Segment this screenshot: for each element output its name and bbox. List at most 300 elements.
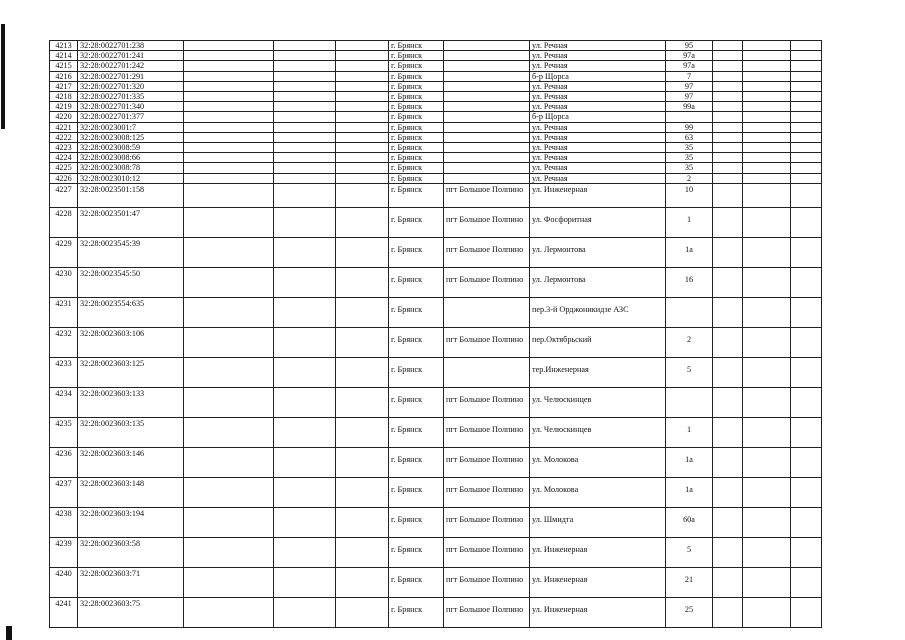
settlement-cell: пгт Большое Полпино bbox=[444, 597, 530, 627]
settlement-cell bbox=[444, 143, 530, 153]
table-row bbox=[50, 173, 822, 183]
empty-cell bbox=[713, 183, 743, 207]
city-cell: г. Брянск bbox=[389, 567, 444, 597]
house-number-cell: 63 bbox=[666, 132, 713, 142]
empty-cell bbox=[713, 477, 743, 507]
table-row bbox=[50, 537, 822, 567]
settlement-cell bbox=[444, 112, 530, 122]
empty-cell bbox=[274, 71, 336, 81]
table-row bbox=[50, 41, 822, 51]
row-number-cell: 4233 bbox=[50, 357, 78, 387]
city-cell: г. Брянск bbox=[389, 173, 444, 183]
house-number-cell: 21 bbox=[666, 567, 713, 597]
table-row bbox=[50, 51, 822, 61]
settlement-cell: пгт Большое Полпино bbox=[444, 447, 530, 477]
cadastral-number-cell: 32:28:0022701:291 bbox=[78, 71, 184, 81]
empty-cell bbox=[743, 61, 791, 71]
row-number-cell: 4232 bbox=[50, 327, 78, 357]
city-cell: г. Брянск bbox=[389, 237, 444, 267]
cadastral-number-cell: 32:28:0022701:377 bbox=[78, 112, 184, 122]
empty-cell bbox=[274, 327, 336, 357]
empty-cell bbox=[791, 41, 822, 51]
cadastral-number-cell: 32:28:0023603:133 bbox=[78, 387, 184, 417]
cadastral-number-cell: 32:28:0023501:47 bbox=[78, 207, 184, 237]
table-row bbox=[50, 567, 822, 597]
empty-cell bbox=[743, 477, 791, 507]
empty-cell bbox=[743, 163, 791, 173]
row-number-cell: 4213 bbox=[50, 41, 78, 51]
row-number-cell: 4236 bbox=[50, 447, 78, 477]
empty-cell bbox=[713, 112, 743, 122]
street-cell: ул. Речная bbox=[530, 102, 666, 112]
city-cell: г. Брянск bbox=[389, 507, 444, 537]
row-number-cell: 4240 bbox=[50, 567, 78, 597]
empty-cell bbox=[274, 153, 336, 163]
empty-cell bbox=[791, 207, 822, 237]
table-row bbox=[50, 207, 822, 237]
cadastral-number-cell: 32:28:0023603:135 bbox=[78, 417, 184, 447]
table-row bbox=[50, 183, 822, 207]
empty-cell bbox=[184, 183, 274, 207]
city-cell: г. Брянск bbox=[389, 112, 444, 122]
street-cell: б-р Щорса bbox=[530, 71, 666, 81]
empty-cell bbox=[336, 327, 389, 357]
empty-cell bbox=[274, 173, 336, 183]
empty-cell bbox=[791, 567, 822, 597]
row-number-cell: 4218 bbox=[50, 92, 78, 102]
empty-cell bbox=[791, 597, 822, 627]
cadastral-number-cell: 32:28:0023554:635 bbox=[78, 297, 184, 327]
row-number-cell: 4228 bbox=[50, 207, 78, 237]
settlement-cell: пгт Большое Полпино bbox=[444, 417, 530, 447]
empty-cell bbox=[743, 112, 791, 122]
empty-cell bbox=[336, 122, 389, 132]
empty-cell bbox=[184, 327, 274, 357]
house-number-cell: 1а bbox=[666, 237, 713, 267]
empty-cell bbox=[274, 237, 336, 267]
empty-cell bbox=[184, 477, 274, 507]
table-row bbox=[50, 477, 822, 507]
empty-cell bbox=[184, 71, 274, 81]
table-row bbox=[50, 153, 822, 163]
settlement-cell: пгт Большое Полпино bbox=[444, 267, 530, 297]
empty-cell bbox=[743, 447, 791, 477]
city-cell: г. Брянск bbox=[389, 327, 444, 357]
empty-cell bbox=[713, 153, 743, 163]
empty-cell bbox=[743, 267, 791, 297]
table-row bbox=[50, 132, 822, 142]
settlement-cell: пгт Большое Полпино bbox=[444, 507, 530, 537]
cadastral-number-cell: 32:28:0023603:106 bbox=[78, 327, 184, 357]
cadastral-number-cell: 32:28:0023545:39 bbox=[78, 237, 184, 267]
row-number-cell: 4214 bbox=[50, 51, 78, 61]
house-number-cell: 97а bbox=[666, 61, 713, 71]
street-cell: ул. Речная bbox=[530, 173, 666, 183]
empty-cell bbox=[743, 507, 791, 537]
cadastral-number-cell: 32:28:0023008:59 bbox=[78, 143, 184, 153]
empty-cell bbox=[274, 447, 336, 477]
empty-cell bbox=[713, 417, 743, 447]
city-cell: г. Брянск bbox=[389, 267, 444, 297]
empty-cell bbox=[743, 387, 791, 417]
table-row bbox=[50, 597, 822, 627]
empty-cell bbox=[743, 417, 791, 447]
settlement-cell bbox=[444, 41, 530, 51]
settlement-cell bbox=[444, 122, 530, 132]
house-number-cell: 1 bbox=[666, 207, 713, 237]
table-row bbox=[50, 92, 822, 102]
empty-cell bbox=[743, 597, 791, 627]
row-number-cell: 4225 bbox=[50, 163, 78, 173]
settlement-cell: пгт Большое Полпино bbox=[444, 567, 530, 597]
empty-cell bbox=[274, 417, 336, 447]
empty-cell bbox=[336, 597, 389, 627]
empty-cell bbox=[743, 81, 791, 91]
street-cell: ул. Челюскинцев bbox=[530, 387, 666, 417]
cadastral-number-cell: 32:28:0022701:241 bbox=[78, 51, 184, 61]
empty-cell bbox=[791, 81, 822, 91]
cadastral-number-cell: 32:28:0023603:75 bbox=[78, 597, 184, 627]
empty-cell bbox=[336, 477, 389, 507]
cadastral-number-cell: 32:28:0023010:12 bbox=[78, 173, 184, 183]
scan-edge-mark-bottom bbox=[6, 626, 12, 640]
empty-cell bbox=[274, 507, 336, 537]
empty-cell bbox=[791, 153, 822, 163]
empty-cell bbox=[184, 51, 274, 61]
empty-cell bbox=[713, 207, 743, 237]
empty-cell bbox=[713, 92, 743, 102]
empty-cell bbox=[713, 357, 743, 387]
cadastral-number-cell: 32:28:0023008:78 bbox=[78, 163, 184, 173]
empty-cell bbox=[336, 207, 389, 237]
empty-cell bbox=[743, 327, 791, 357]
empty-cell bbox=[743, 71, 791, 81]
empty-cell bbox=[791, 92, 822, 102]
settlement-cell bbox=[444, 132, 530, 142]
street-cell: ул. Речная bbox=[530, 143, 666, 153]
row-number-cell: 4234 bbox=[50, 387, 78, 417]
property-register-table bbox=[49, 40, 822, 628]
empty-cell bbox=[791, 112, 822, 122]
house-number-cell: 95 bbox=[666, 41, 713, 51]
table-row bbox=[50, 122, 822, 132]
house-number-cell: 99 bbox=[666, 122, 713, 132]
empty-cell bbox=[184, 102, 274, 112]
empty-cell bbox=[336, 132, 389, 142]
city-cell: г. Брянск bbox=[389, 297, 444, 327]
house-number-cell: 5 bbox=[666, 537, 713, 567]
empty-cell bbox=[713, 163, 743, 173]
scan-edge-mark-top bbox=[1, 24, 5, 129]
row-number-cell: 4223 bbox=[50, 143, 78, 153]
empty-cell bbox=[743, 102, 791, 112]
settlement-cell bbox=[444, 71, 530, 81]
empty-cell bbox=[791, 537, 822, 567]
empty-cell bbox=[184, 112, 274, 122]
empty-cell bbox=[713, 507, 743, 537]
empty-cell bbox=[791, 122, 822, 132]
empty-cell bbox=[274, 477, 336, 507]
row-number-cell: 4235 bbox=[50, 417, 78, 447]
empty-cell bbox=[743, 357, 791, 387]
house-number-cell: 2 bbox=[666, 327, 713, 357]
cadastral-number-cell: 32:28:0022701:335 bbox=[78, 92, 184, 102]
house-number-cell: 1а bbox=[666, 477, 713, 507]
cadastral-number-cell: 32:28:0023603:194 bbox=[78, 507, 184, 537]
table-row bbox=[50, 447, 822, 477]
empty-cell bbox=[743, 297, 791, 327]
table-row bbox=[50, 417, 822, 447]
empty-cell bbox=[336, 41, 389, 51]
city-cell: г. Брянск bbox=[389, 357, 444, 387]
row-number-cell: 4239 bbox=[50, 537, 78, 567]
empty-cell bbox=[336, 153, 389, 163]
settlement-cell bbox=[444, 61, 530, 71]
empty-cell bbox=[274, 61, 336, 71]
row-number-cell: 4215 bbox=[50, 61, 78, 71]
row-number-cell: 4219 bbox=[50, 102, 78, 112]
empty-cell bbox=[713, 122, 743, 132]
cadastral-number-cell: 32:28:0022701:242 bbox=[78, 61, 184, 71]
street-cell: ул. Речная bbox=[530, 41, 666, 51]
settlement-cell bbox=[444, 153, 530, 163]
city-cell: г. Брянск bbox=[389, 153, 444, 163]
empty-cell bbox=[743, 173, 791, 183]
empty-cell bbox=[274, 143, 336, 153]
empty-cell bbox=[791, 237, 822, 267]
empty-cell bbox=[743, 153, 791, 163]
house-number-cell: 25 bbox=[666, 597, 713, 627]
empty-cell bbox=[274, 163, 336, 173]
cadastral-number-cell: 32:28:0023545:50 bbox=[78, 267, 184, 297]
row-number-cell: 4229 bbox=[50, 237, 78, 267]
row-number-cell: 4216 bbox=[50, 71, 78, 81]
house-number-cell bbox=[666, 112, 713, 122]
house-number-cell: 35 bbox=[666, 153, 713, 163]
empty-cell bbox=[713, 143, 743, 153]
empty-cell bbox=[743, 183, 791, 207]
settlement-cell bbox=[444, 81, 530, 91]
settlement-cell: пгт Большое Полпино bbox=[444, 183, 530, 207]
empty-cell bbox=[743, 237, 791, 267]
empty-cell bbox=[184, 41, 274, 51]
settlement-cell: пгт Большое Полпино bbox=[444, 207, 530, 237]
city-cell: г. Брянск bbox=[389, 41, 444, 51]
empty-cell bbox=[184, 357, 274, 387]
empty-cell bbox=[184, 173, 274, 183]
street-cell: ул. Инженерная bbox=[530, 597, 666, 627]
empty-cell bbox=[713, 51, 743, 61]
table-row bbox=[50, 297, 822, 327]
street-cell: б-р Щорса bbox=[530, 112, 666, 122]
empty-cell bbox=[336, 173, 389, 183]
cadastral-number-cell: 32:28:0022701:340 bbox=[78, 102, 184, 112]
settlement-cell bbox=[444, 357, 530, 387]
row-number-cell: 4230 bbox=[50, 267, 78, 297]
settlement-cell: пгт Большое Полпино bbox=[444, 537, 530, 567]
settlement-cell: пгт Большое Полпино bbox=[444, 477, 530, 507]
empty-cell bbox=[336, 507, 389, 537]
empty-cell bbox=[336, 267, 389, 297]
empty-cell bbox=[791, 71, 822, 81]
empty-cell bbox=[336, 92, 389, 102]
empty-cell bbox=[184, 507, 274, 537]
house-number-cell bbox=[666, 297, 713, 327]
empty-cell bbox=[274, 297, 336, 327]
settlement-cell bbox=[444, 102, 530, 112]
settlement-cell: пгт Большое Полпино bbox=[444, 327, 530, 357]
empty-cell bbox=[336, 387, 389, 417]
row-number-cell: 4241 bbox=[50, 597, 78, 627]
house-number-cell: 2 bbox=[666, 173, 713, 183]
empty-cell bbox=[184, 297, 274, 327]
empty-cell bbox=[713, 447, 743, 477]
empty-cell bbox=[713, 387, 743, 417]
settlement-cell bbox=[444, 173, 530, 183]
settlement-cell bbox=[444, 297, 530, 327]
empty-cell bbox=[713, 102, 743, 112]
empty-cell bbox=[336, 357, 389, 387]
empty-cell bbox=[713, 61, 743, 71]
street-cell: ул. Фосфоритная bbox=[530, 207, 666, 237]
empty-cell bbox=[743, 143, 791, 153]
empty-cell bbox=[274, 112, 336, 122]
house-number-cell: 97 bbox=[666, 92, 713, 102]
empty-cell bbox=[336, 112, 389, 122]
street-cell: тер.Инженерная bbox=[530, 357, 666, 387]
street-cell: ул. Лермонтова bbox=[530, 267, 666, 297]
house-number-cell: 16 bbox=[666, 267, 713, 297]
empty-cell bbox=[791, 61, 822, 71]
table-row bbox=[50, 102, 822, 112]
house-number-cell: 1 bbox=[666, 417, 713, 447]
street-cell: ул. Речная bbox=[530, 163, 666, 173]
empty-cell bbox=[713, 567, 743, 597]
empty-cell bbox=[713, 41, 743, 51]
empty-cell bbox=[184, 417, 274, 447]
empty-cell bbox=[274, 132, 336, 142]
empty-cell bbox=[791, 327, 822, 357]
empty-cell bbox=[274, 51, 336, 61]
city-cell: г. Брянск bbox=[389, 447, 444, 477]
empty-cell bbox=[743, 41, 791, 51]
city-cell: г. Брянск bbox=[389, 477, 444, 507]
empty-cell bbox=[743, 207, 791, 237]
street-cell: ул. Речная bbox=[530, 61, 666, 71]
city-cell: г. Брянск bbox=[389, 122, 444, 132]
empty-cell bbox=[791, 163, 822, 173]
house-number-cell: 10 bbox=[666, 183, 713, 207]
street-cell: ул. Инженерная bbox=[530, 567, 666, 597]
empty-cell bbox=[791, 267, 822, 297]
empty-cell bbox=[713, 597, 743, 627]
table-row bbox=[50, 327, 822, 357]
table-row bbox=[50, 387, 822, 417]
cadastral-number-cell: 32:28:0023001:7 bbox=[78, 122, 184, 132]
street-cell: ул. Речная bbox=[530, 132, 666, 142]
empty-cell bbox=[791, 297, 822, 327]
empty-cell bbox=[713, 132, 743, 142]
empty-cell bbox=[743, 537, 791, 567]
row-number-cell: 4224 bbox=[50, 153, 78, 163]
street-cell: ул. Речная bbox=[530, 122, 666, 132]
empty-cell bbox=[184, 537, 274, 567]
city-cell: г. Брянск bbox=[389, 143, 444, 153]
empty-cell bbox=[336, 567, 389, 597]
house-number-cell: 99а bbox=[666, 102, 713, 112]
empty-cell bbox=[274, 41, 336, 51]
empty-cell bbox=[791, 183, 822, 207]
empty-cell bbox=[184, 163, 274, 173]
city-cell: г. Брянск bbox=[389, 537, 444, 567]
empty-cell bbox=[336, 447, 389, 477]
empty-cell bbox=[336, 163, 389, 173]
row-number-cell: 4231 bbox=[50, 297, 78, 327]
city-cell: г. Брянск bbox=[389, 132, 444, 142]
empty-cell bbox=[713, 81, 743, 91]
cadastral-number-cell: 32:28:0023008:125 bbox=[78, 132, 184, 142]
empty-cell bbox=[791, 143, 822, 153]
empty-cell bbox=[791, 387, 822, 417]
empty-cell bbox=[791, 357, 822, 387]
empty-cell bbox=[743, 51, 791, 61]
cadastral-number-cell: 32:28:0022701:238 bbox=[78, 41, 184, 51]
empty-cell bbox=[336, 237, 389, 267]
empty-cell bbox=[713, 71, 743, 81]
city-cell: г. Брянск bbox=[389, 51, 444, 61]
street-cell: ул. Речная bbox=[530, 81, 666, 91]
street-cell: ул. Молокова bbox=[530, 477, 666, 507]
cadastral-number-cell: 32:28:0023501:158 bbox=[78, 183, 184, 207]
cadastral-number-cell: 32:28:0023603:148 bbox=[78, 477, 184, 507]
row-number-cell: 4220 bbox=[50, 112, 78, 122]
empty-cell bbox=[184, 237, 274, 267]
row-number-cell: 4226 bbox=[50, 173, 78, 183]
row-number-cell: 4237 bbox=[50, 477, 78, 507]
cadastral-number-cell: 32:28:0023603:125 bbox=[78, 357, 184, 387]
house-number-cell: 97 bbox=[666, 81, 713, 91]
house-number-cell: 7 bbox=[666, 71, 713, 81]
empty-cell bbox=[274, 357, 336, 387]
empty-cell bbox=[336, 71, 389, 81]
empty-cell bbox=[336, 183, 389, 207]
empty-cell bbox=[791, 507, 822, 537]
empty-cell bbox=[336, 537, 389, 567]
table-row bbox=[50, 61, 822, 71]
empty-cell bbox=[274, 81, 336, 91]
street-cell: ул. Речная bbox=[530, 92, 666, 102]
row-number-cell: 4221 bbox=[50, 122, 78, 132]
empty-cell bbox=[336, 297, 389, 327]
empty-cell bbox=[184, 143, 274, 153]
cadastral-number-cell: 32:28:0023603:71 bbox=[78, 567, 184, 597]
table-body bbox=[50, 41, 822, 628]
empty-cell bbox=[274, 537, 336, 567]
row-number-cell: 4227 bbox=[50, 183, 78, 207]
house-number-cell: 35 bbox=[666, 143, 713, 153]
empty-cell bbox=[791, 51, 822, 61]
empty-cell bbox=[791, 132, 822, 142]
empty-cell bbox=[184, 122, 274, 132]
empty-cell bbox=[713, 537, 743, 567]
empty-cell bbox=[184, 567, 274, 597]
empty-cell bbox=[184, 92, 274, 102]
empty-cell bbox=[713, 297, 743, 327]
empty-cell bbox=[274, 92, 336, 102]
empty-cell bbox=[184, 132, 274, 142]
city-cell: г. Брянск bbox=[389, 102, 444, 112]
empty-cell bbox=[743, 92, 791, 102]
